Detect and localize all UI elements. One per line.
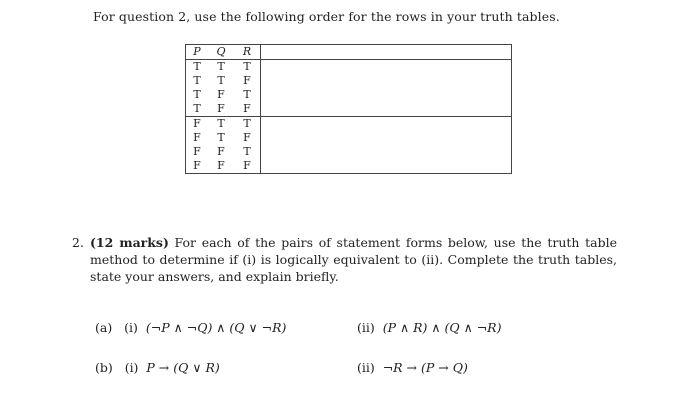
part-i-label: (i) xyxy=(124,360,139,375)
answer-cell xyxy=(261,145,512,159)
cell: T xyxy=(234,60,261,75)
cell: F xyxy=(234,159,261,174)
truth-table-order xyxy=(185,44,512,174)
question-2 xyxy=(72,234,617,285)
cell: F xyxy=(234,131,261,145)
part-label: (b) xyxy=(95,360,113,375)
table-row xyxy=(186,60,512,75)
cell: F xyxy=(217,145,225,158)
cell: F xyxy=(208,102,234,117)
cell: T xyxy=(186,74,209,88)
table-row xyxy=(186,117,512,132)
table-row xyxy=(186,88,512,102)
part-i-expression: (¬P ∧ ¬Q) ∧ (Q ∨ ¬R) xyxy=(145,320,287,335)
cell: T xyxy=(217,117,225,130)
cell: T xyxy=(234,88,261,102)
table-row xyxy=(186,102,512,117)
cell: T xyxy=(217,60,225,73)
cell: F xyxy=(217,88,225,101)
answer-cell xyxy=(261,131,512,145)
table-row xyxy=(186,159,512,174)
table-header-row xyxy=(186,45,512,60)
question-number: 2. xyxy=(72,235,84,250)
part-label: (a) xyxy=(95,320,113,335)
table-row xyxy=(186,74,512,88)
part-b xyxy=(95,360,220,375)
cell: T xyxy=(217,131,225,144)
intro-text: For question 2, use the following order for the rows in your truth tables. xyxy=(93,9,560,24)
cell: T xyxy=(217,74,225,87)
question-body xyxy=(90,234,617,285)
cell: F xyxy=(234,102,261,117)
answer-cell xyxy=(261,102,512,117)
header-q: Q xyxy=(208,45,234,60)
table-row xyxy=(186,145,512,159)
answer-cell xyxy=(261,74,512,88)
part-i-expression: P → (Q ∨ R) xyxy=(146,360,220,375)
cell: T xyxy=(234,145,261,159)
cell: T xyxy=(186,88,209,102)
cell: F xyxy=(186,117,209,132)
header-r: R xyxy=(234,45,261,60)
cell: T xyxy=(186,102,209,117)
answer-cell xyxy=(261,88,512,102)
part-ii-label: (ii) xyxy=(357,320,375,335)
cell: F xyxy=(186,131,209,145)
cell: F xyxy=(234,74,261,88)
question-text: For each of the pairs of statement forms below, use the truth table method to determine if (i) is logically equivalent to (ii). Complete the truth tables, state your answers, and explain briefly. xyxy=(90,235,617,284)
part-b-ii xyxy=(357,360,468,375)
cell: T xyxy=(186,60,209,75)
cell: F xyxy=(186,145,209,159)
cell: F xyxy=(208,159,234,174)
part-a xyxy=(95,320,286,335)
part-a-ii xyxy=(357,320,501,335)
question-marks: (12 marks) xyxy=(90,235,169,250)
part-i-label: (i) xyxy=(124,320,138,335)
table-row xyxy=(186,131,512,145)
part-ii-label: (ii) xyxy=(357,360,375,375)
header-p: P xyxy=(186,45,209,60)
part-ii-expression: ¬R → (P → Q) xyxy=(382,360,468,375)
header-blank xyxy=(261,45,512,60)
answer-cell xyxy=(261,117,512,132)
cell: F xyxy=(186,159,209,174)
part-ii-expression: (P ∧ R) ∧ (Q ∧ ¬R) xyxy=(382,320,502,335)
cell: T xyxy=(234,117,261,132)
answer-cell xyxy=(261,159,512,174)
answer-cell xyxy=(261,60,512,75)
